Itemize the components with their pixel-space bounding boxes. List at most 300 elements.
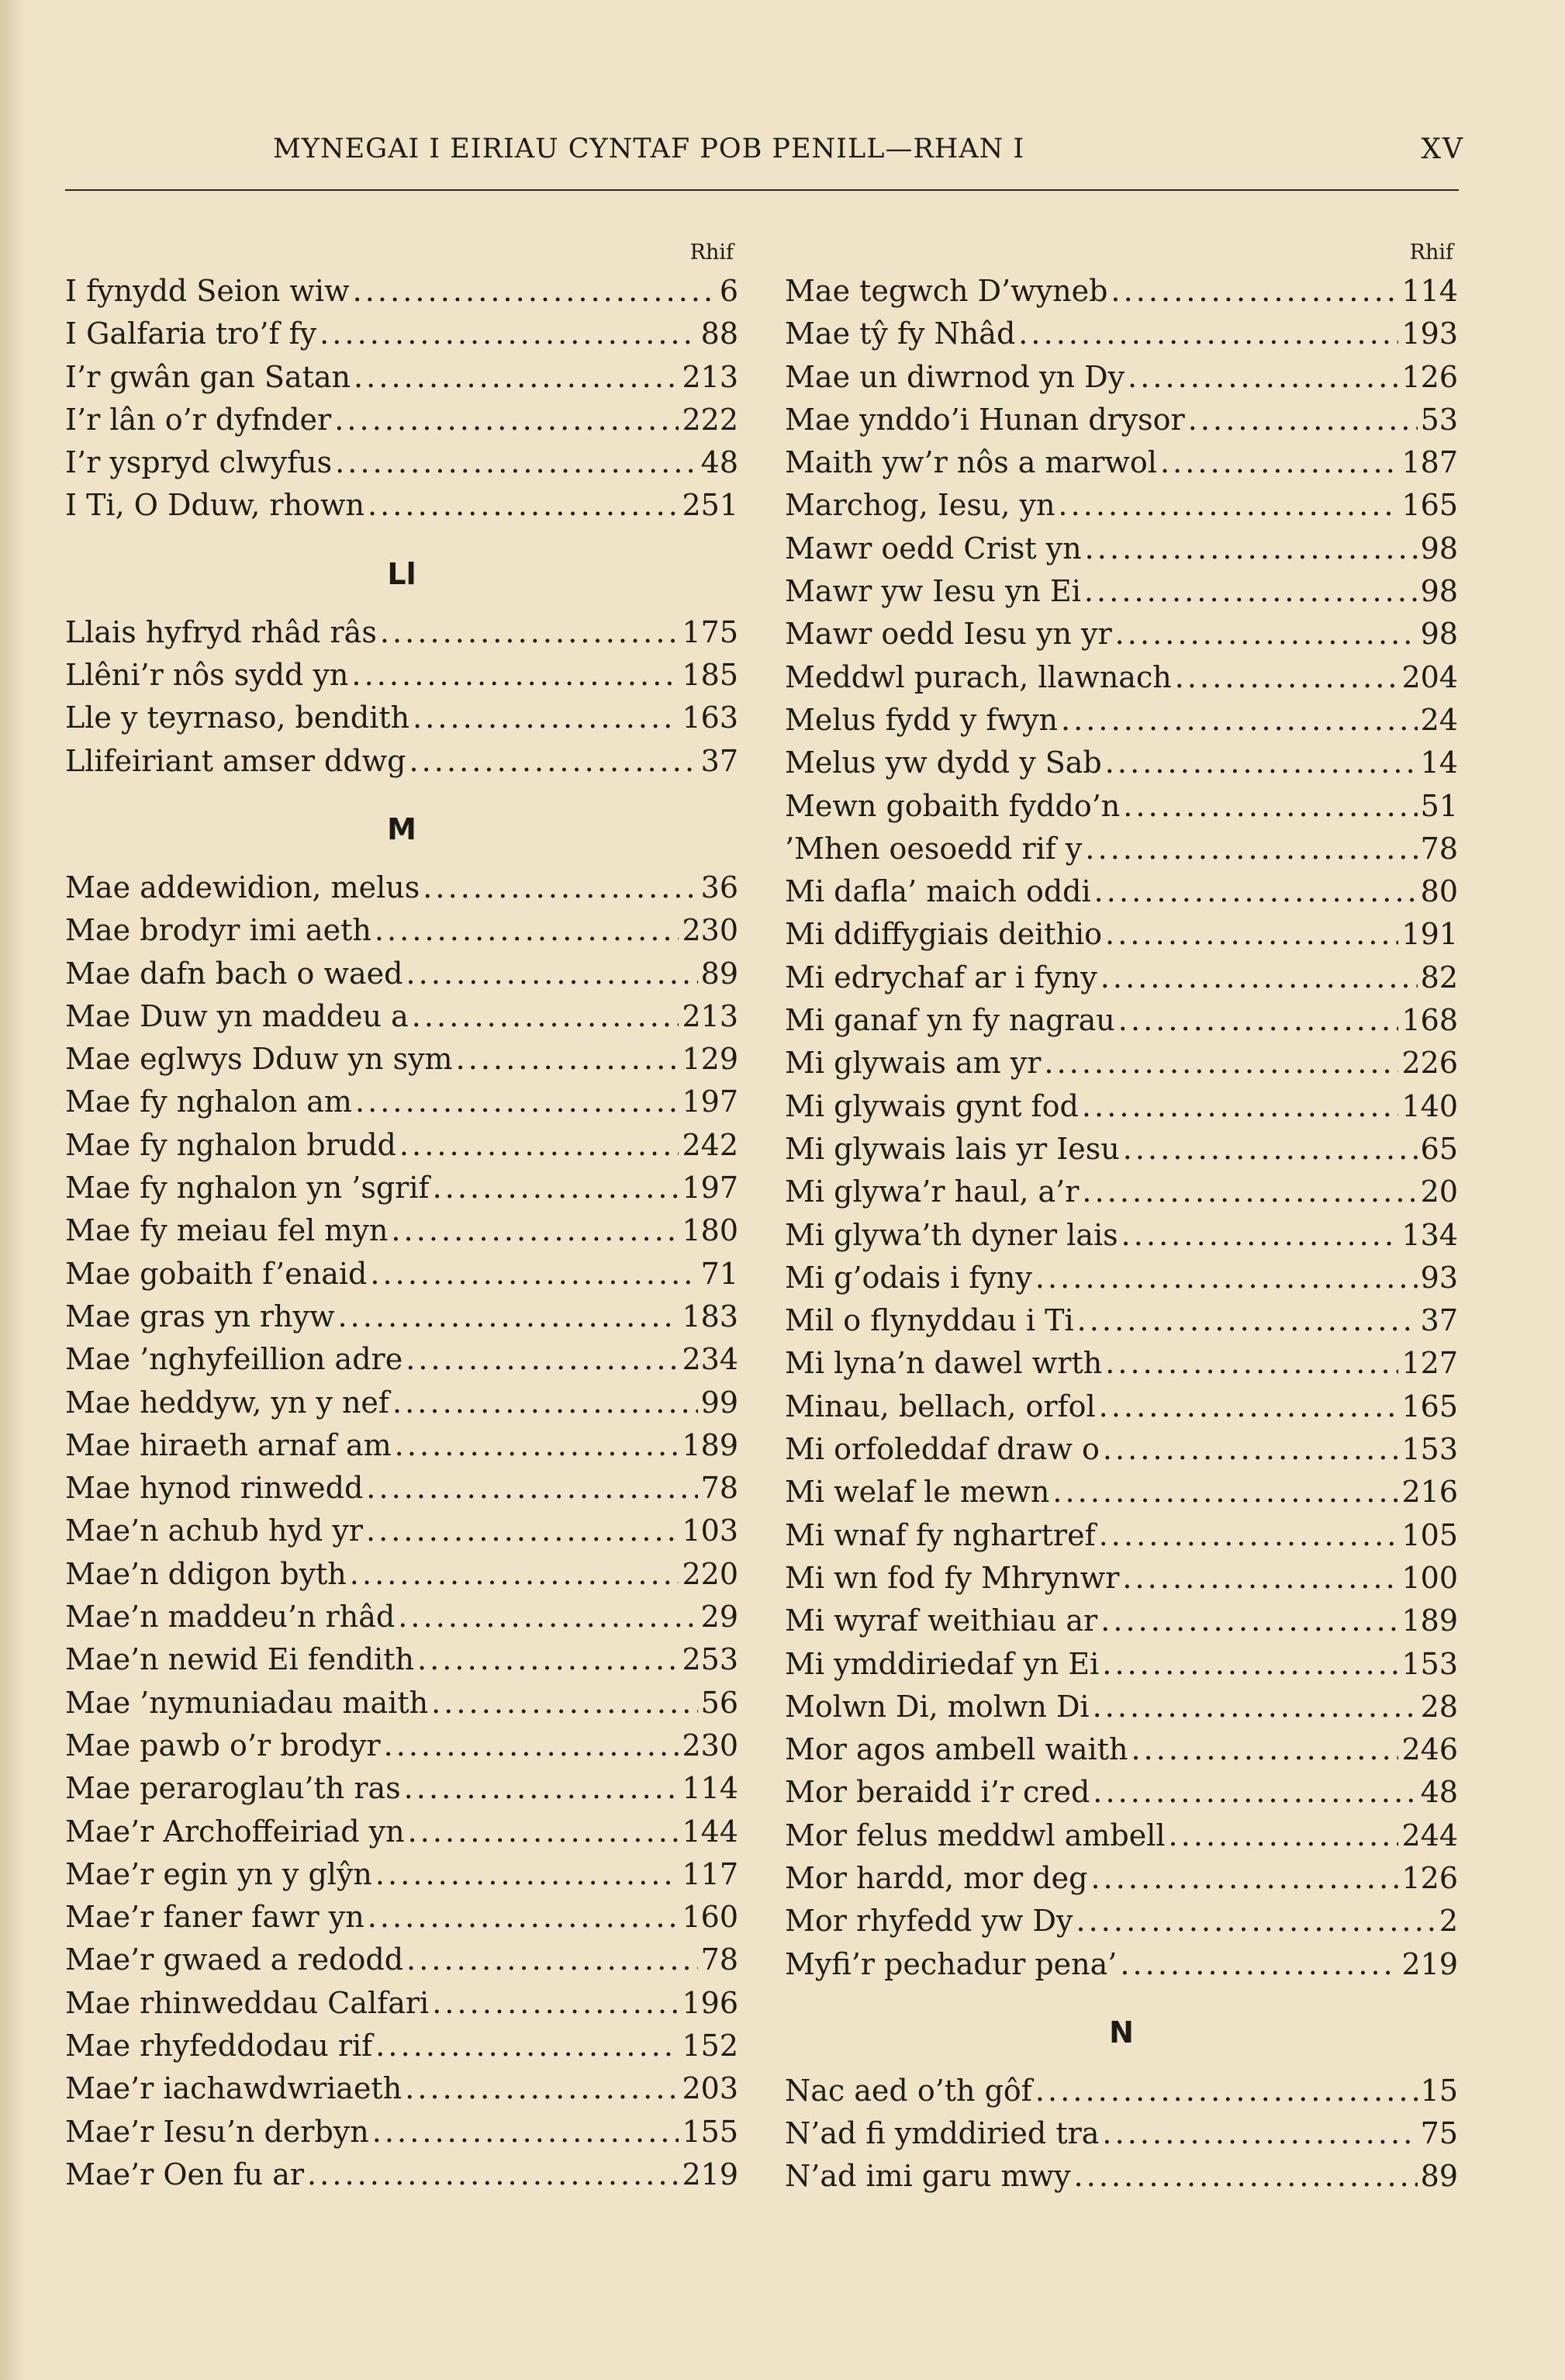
index-entry: [785, 1643, 1458, 1686]
entry-hymn-number: 185: [682, 658, 738, 693]
entry-hymn-number: 53: [1420, 402, 1458, 437]
entry-hymn-number: 114: [1401, 274, 1458, 308]
dot-leader: [1044, 1042, 1398, 1084]
dot-leader: [1105, 742, 1418, 784]
entry-first-words: Mi glywais lais yr Iesu: [785, 1131, 1120, 1166]
entry-hymn-number: 219: [682, 2157, 738, 2191]
index-entry: [65, 2153, 738, 2196]
entry-hymn-number: 48: [1420, 1775, 1458, 1810]
entry-hymn-number: 100: [1401, 1560, 1458, 1595]
entry-hymn-number: 175: [682, 614, 738, 649]
entry-first-words: Mae gobaith f’enaid: [65, 1256, 368, 1291]
index-entry: [65, 1124, 738, 1167]
entry-hymn-number: 234: [682, 1342, 738, 1377]
entry-hymn-number: 20: [1420, 1174, 1458, 1209]
index-entry: [785, 1085, 1458, 1128]
dot-leader: [375, 2025, 679, 2067]
entry-first-words: I’r lân o’r dyfnder: [65, 402, 332, 437]
dot-leader: [368, 484, 679, 527]
entry-hymn-number: 127: [1401, 1346, 1458, 1381]
entry-first-words: Mae fy nghalon brudd: [65, 1127, 396, 1162]
dot-leader: [391, 1209, 679, 1252]
entry-first-words: Llifeiriant amser ddwg: [65, 743, 406, 778]
section-letter-m: M: [387, 811, 416, 846]
entry-hymn-number: 189: [682, 1427, 738, 1462]
entry-first-words: Mi glywais am yr: [785, 1046, 1042, 1081]
entry-first-words: Mi welaf le mewn: [785, 1475, 1050, 1510]
entry-hymn-number: 144: [682, 1814, 738, 1849]
index-entry: [785, 1214, 1458, 1257]
entry-first-words: Mi glywa’th dyner lais: [785, 1217, 1118, 1252]
entry-first-words: Mae’n achub hyd yr: [65, 1513, 363, 1548]
section-letter-n: N: [1109, 2015, 1134, 2050]
entry-hymn-number: 89: [1420, 2159, 1458, 2194]
section-letter-ll: Ll: [387, 556, 416, 591]
dot-leader: [1084, 570, 1418, 613]
entry-hymn-number: 226: [1401, 1046, 1458, 1081]
index-entry: [785, 1857, 1458, 1900]
entry-hymn-number: 36: [700, 870, 738, 905]
dot-leader: [335, 441, 698, 484]
entry-hymn-number: 28: [1420, 1689, 1458, 1724]
index-entry: [65, 909, 738, 952]
dot-leader: [1120, 1943, 1398, 1986]
entry-hymn-number: 193: [1401, 317, 1458, 351]
index-entry: [785, 1257, 1458, 1299]
index-group-m: [65, 867, 738, 2196]
entry-first-words: I’r yspryd clwyfus: [65, 445, 333, 480]
entry-first-words: Minau, bellach, orfol: [785, 1389, 1096, 1424]
entry-first-words: Mae dafn bach o waed: [65, 956, 403, 991]
dot-leader: [370, 1253, 697, 1296]
dot-leader: [1111, 270, 1398, 313]
entry-first-words: Llêni’r nôs sydd yn: [65, 658, 349, 693]
entry-first-words: Mor rhyfedd yw Dy: [785, 1904, 1073, 1939]
dot-leader: [433, 1167, 679, 1209]
entry-first-words: Mae ’nghyfeillion adre: [65, 1342, 403, 1377]
dot-leader: [1058, 484, 1398, 527]
entry-hymn-number: 251: [682, 488, 738, 523]
dot-leader: [1102, 1643, 1398, 1686]
entry-hymn-number: 78: [700, 1471, 738, 1506]
entry-hymn-number: 51: [1420, 788, 1458, 823]
index-entry: [65, 1296, 738, 1338]
entry-first-words: Mae ynddo’i Hunan drysor: [785, 402, 1185, 437]
dot-leader: [1082, 1171, 1417, 1213]
index-entry: [65, 270, 738, 313]
entry-hymn-number: 140: [1401, 1088, 1458, 1123]
entry-first-words: Llais hyfryd rhâd râs: [65, 614, 377, 649]
index-entry: [785, 742, 1458, 784]
entry-first-words: I fynydd Seion wiw: [65, 274, 350, 308]
entry-hymn-number: 230: [682, 913, 738, 948]
entry-hymn-number: 187: [1401, 445, 1458, 480]
index-entry: [65, 867, 738, 909]
entry-first-words: Mae’r Archoffeiriad yn: [65, 1814, 405, 1849]
entry-first-words: Mae hiraeth arnaf am: [65, 1427, 392, 1462]
entry-hymn-number: 56: [700, 1685, 738, 1720]
entry-first-words: Mae’r Iesu’n derbyn: [65, 2114, 369, 2149]
dot-leader: [432, 1982, 679, 2025]
index-entry: [785, 913, 1458, 956]
index-entry: [65, 356, 738, 399]
dot-leader: [417, 1638, 679, 1681]
index-entry: [785, 999, 1458, 1042]
entry-first-words: Mae eglwys Dduw yn sym: [65, 1042, 453, 1077]
dot-leader: [354, 356, 679, 399]
entry-hymn-number: 163: [682, 701, 738, 735]
entry-first-words: Mil o flynyddau i Ti: [785, 1303, 1074, 1338]
index-entry: [65, 1682, 738, 1724]
entry-hymn-number: 216: [1401, 1475, 1458, 1510]
entry-hymn-number: 24: [1420, 702, 1458, 737]
index-entry: [65, 1338, 738, 1381]
entry-first-words: Mi ymddiriedaf yn Ei: [785, 1646, 1100, 1681]
dot-leader: [1122, 1557, 1398, 1600]
entry-first-words: Mae gras yn rhyw: [65, 1299, 335, 1334]
dot-leader: [320, 313, 698, 355]
entry-hymn-number: 197: [682, 1084, 738, 1119]
dot-leader: [375, 1853, 679, 1896]
entry-hymn-number: 129: [682, 1042, 738, 1077]
index-group-ll: [65, 611, 738, 783]
index-entry: [785, 1900, 1458, 1942]
entry-first-words: ’Mhen oesoedd rif y: [785, 831, 1083, 866]
index-entry: [785, 613, 1458, 656]
entry-first-words: Mi g’odais i fyny: [785, 1260, 1032, 1295]
dot-leader: [380, 611, 679, 654]
index-entry: [65, 654, 738, 697]
dot-leader: [431, 1682, 698, 1724]
entry-first-words: I Galfaria tro’f fy: [65, 317, 317, 351]
entry-hymn-number: 253: [682, 1642, 738, 1677]
dot-leader: [1102, 2112, 1417, 2155]
entry-first-words: Mi ddiffygiais deithio: [785, 917, 1103, 952]
entry-hymn-number: 6: [719, 274, 738, 308]
entry-hymn-number: 37: [700, 743, 738, 778]
entry-first-words: N’ad fi ymddiried tra: [785, 2116, 1100, 2151]
entry-hymn-number: 244: [1401, 1818, 1458, 1852]
dot-leader: [1085, 828, 1417, 870]
entry-hymn-number: 29: [700, 1600, 738, 1635]
entry-first-words: Marchog, Iesu, yn: [785, 488, 1055, 523]
dot-leader: [366, 1510, 679, 1552]
index-entry: [65, 1553, 738, 1596]
dot-leader: [1100, 956, 1418, 999]
dot-leader: [1093, 1686, 1418, 1728]
dot-leader: [1093, 1771, 1417, 1814]
entry-hymn-number: 213: [682, 359, 738, 394]
entry-first-words: Mae fy meiau fel myn: [65, 1213, 389, 1248]
entry-first-words: Mi glywa’r haul, a’r: [785, 1174, 1080, 1209]
index-entry: [785, 1557, 1458, 1600]
entry-hymn-number: 75: [1420, 2116, 1458, 2151]
index-entry: [65, 1767, 738, 1810]
index-entry: [785, 484, 1458, 527]
entry-hymn-number: 98: [1420, 617, 1458, 652]
dot-leader: [372, 2111, 679, 2153]
dot-leader: [1123, 785, 1417, 828]
entry-hymn-number: 203: [682, 2071, 738, 2106]
entry-hymn-number: 155: [682, 2114, 738, 2149]
dot-leader: [1175, 656, 1399, 699]
entry-first-words: Mae tŷ fy Nhâd: [785, 317, 1016, 351]
entry-hymn-number: 65: [1420, 1131, 1458, 1166]
dot-leader: [399, 1124, 679, 1167]
index-entry: [65, 1896, 738, 1939]
dot-leader: [1123, 1128, 1418, 1171]
entry-hymn-number: 222: [682, 402, 738, 437]
index-entry: [65, 1982, 738, 2025]
index-entry: [65, 1209, 738, 1252]
entry-first-words: N’ad imi garu mwy: [785, 2159, 1071, 2194]
entry-first-words: Mae Duw yn maddeu a: [65, 998, 409, 1033]
index-entry: [785, 528, 1458, 570]
entry-first-words: Mi orfoleddaf draw o: [785, 1432, 1100, 1467]
dot-leader: [395, 1424, 679, 1467]
dot-leader: [1105, 913, 1398, 956]
entry-hymn-number: 242: [682, 1127, 738, 1162]
index-entry: [785, 1128, 1458, 1171]
dot-leader: [1115, 613, 1418, 656]
entry-hymn-number: 117: [682, 1856, 738, 1891]
index-entry: [65, 1638, 738, 1681]
index-entry: [785, 399, 1458, 441]
index-entry: [65, 484, 738, 527]
entry-hymn-number: 230: [682, 1728, 738, 1763]
entry-first-words: Mae brodyr imi aeth: [65, 913, 371, 948]
dot-leader: [1035, 1257, 1418, 1299]
index-entry: [785, 1299, 1458, 1342]
column-label: Rhif: [689, 240, 734, 265]
dot-leader: [1099, 1385, 1399, 1428]
dot-leader: [1074, 2155, 1418, 2198]
entry-hymn-number: 183: [682, 1299, 738, 1334]
index-entry: [65, 953, 738, 995]
index-entry: [785, 313, 1458, 355]
index-entry: [785, 828, 1458, 870]
index-entry: [65, 1467, 738, 1510]
entry-first-words: Mor hardd, mor deg: [785, 1860, 1088, 1895]
dot-leader: [413, 697, 679, 739]
index-group-i: [65, 270, 738, 528]
index-entry: [785, 1514, 1458, 1557]
dot-leader: [1085, 528, 1418, 570]
dot-leader: [1082, 1085, 1399, 1128]
entry-hymn-number: 15: [1420, 2073, 1458, 2108]
header-rule: [65, 189, 1459, 191]
entry-first-words: Mae addewidion, melus: [65, 870, 420, 905]
entry-hymn-number: 37: [1420, 1303, 1458, 1338]
index-entry: [65, 1038, 738, 1081]
entry-first-words: Mae peraroglau’th ras: [65, 1771, 401, 1806]
index-entry: [785, 1385, 1458, 1428]
index-entry: [785, 956, 1458, 999]
index-entry: [785, 1728, 1458, 1771]
entry-first-words: Melus yw dydd y Sab: [785, 745, 1102, 780]
index-group-m: [785, 270, 1458, 1986]
running-title: MYNEGAI I EIRIAU CYNTAF POB PENILL—RHAN I: [273, 133, 1025, 164]
dot-leader: [351, 654, 679, 697]
entry-first-words: Myfi’r pechadur pena’: [785, 1946, 1118, 1981]
entry-hymn-number: 2: [1439, 1904, 1458, 1939]
index-entry: [65, 1253, 738, 1296]
dot-leader: [1090, 1857, 1398, 1900]
dot-leader: [366, 1467, 697, 1510]
entry-hymn-number: 78: [1420, 831, 1458, 866]
entry-first-words: Mawr oedd Crist yn: [785, 531, 1082, 566]
entry-first-words: Melus fydd y fwyn: [785, 702, 1058, 737]
index-entry: [785, 1471, 1458, 1513]
index-entry: [785, 2112, 1458, 2155]
dot-leader: [423, 867, 697, 909]
entry-hymn-number: 82: [1420, 960, 1458, 995]
dot-leader: [1128, 356, 1398, 399]
entry-first-words: Mae fy nghalon am: [65, 1084, 352, 1119]
dot-leader: [1103, 1428, 1399, 1471]
entry-first-words: Mae hynod rinwedd: [65, 1471, 364, 1506]
dot-leader: [350, 1553, 679, 1596]
entry-first-words: Mawr oedd Iesu yn yr: [785, 617, 1112, 652]
dot-leader: [1160, 441, 1399, 484]
index-entry: [785, 1042, 1458, 1084]
entry-hymn-number: 126: [1401, 1860, 1458, 1895]
entry-first-words: I’r gwân gan Satan: [65, 359, 351, 394]
page-number: XV: [1421, 133, 1464, 165]
entry-hymn-number: 152: [682, 2028, 738, 2063]
index-entry: [65, 1382, 738, 1424]
page-header: [62, 133, 1464, 180]
dot-leader: [1052, 1471, 1398, 1513]
entry-first-words: Mae fy nghalon yn ’sgrif: [65, 1171, 430, 1206]
index-entry: [65, 1939, 738, 1981]
entry-hymn-number: 103: [682, 1513, 738, 1548]
page-binding-shadow: [0, 0, 26, 2380]
index-column-right: [785, 240, 1458, 2198]
entry-first-words: Mi lyna’n dawel wrth: [785, 1346, 1103, 1381]
entry-first-words: Molwn Di, molwn Di: [785, 1689, 1090, 1724]
index-entry: [65, 1811, 738, 1853]
entry-hymn-number: 126: [1401, 359, 1458, 394]
index-entry: [65, 399, 738, 441]
dot-leader: [1118, 999, 1399, 1042]
index-entry: [785, 2070, 1458, 2112]
index-entry: [785, 270, 1458, 313]
index-entry: [65, 441, 738, 484]
dot-leader: [456, 1038, 679, 1081]
entry-hymn-number: 71: [700, 1256, 738, 1291]
index-entry: [785, 1428, 1458, 1471]
entry-first-words: Mae pawb o’r brodyr: [65, 1728, 381, 1763]
dot-leader: [1169, 1814, 1399, 1857]
entry-hymn-number: 220: [682, 1556, 738, 1591]
entry-hymn-number: 196: [682, 1985, 738, 2020]
entry-hymn-number: 165: [1401, 488, 1458, 523]
entry-first-words: Mae tegwch D’wyneb: [785, 274, 1108, 308]
entry-hymn-number: 99: [700, 1385, 738, 1420]
index-entry: [65, 697, 738, 739]
index-entry: [785, 570, 1458, 613]
dot-leader: [307, 2153, 679, 2196]
entry-hymn-number: 204: [1401, 659, 1458, 694]
entry-first-words: I Ti, O Dduw, rhown: [65, 488, 364, 523]
entry-first-words: Mi wyraf weithiau ar: [785, 1603, 1098, 1638]
index-entry: [65, 2025, 738, 2067]
dot-leader: [1077, 1299, 1418, 1342]
entry-hymn-number: 153: [1401, 1432, 1458, 1467]
index-entry: [65, 1167, 738, 1209]
dot-leader: [409, 740, 697, 783]
dot-leader: [1099, 1514, 1399, 1557]
entry-hymn-number: 219: [1401, 1946, 1458, 1981]
index-entry: [65, 1424, 738, 1467]
entry-first-words: Mor agos ambell waith: [785, 1732, 1128, 1767]
entry-hymn-number: 160: [682, 1900, 738, 1935]
entry-hymn-number: 191: [1401, 917, 1458, 952]
dot-leader: [1131, 1728, 1398, 1771]
index-entry: [785, 441, 1458, 484]
dot-leader: [404, 1767, 679, 1810]
index-entry: [785, 1686, 1458, 1728]
entry-hymn-number: 246: [1401, 1732, 1458, 1767]
column-label: Rhif: [1409, 240, 1453, 265]
dot-leader: [353, 270, 717, 313]
dot-leader: [1121, 1214, 1399, 1257]
entry-hymn-number: 134: [1401, 1217, 1458, 1252]
index-entry: [65, 1724, 738, 1767]
index-entry: [785, 1771, 1458, 1814]
dot-leader: [1076, 1900, 1435, 1942]
entry-first-words: Mae’n maddeu’n rhâd: [65, 1600, 396, 1635]
entry-first-words: Mawr yw Iesu yn Ei: [785, 574, 1081, 609]
dot-leader: [1035, 2070, 1418, 2112]
entry-first-words: Mae rhinweddau Calfari: [65, 1985, 430, 2020]
index-entry: [785, 785, 1458, 828]
entry-hymn-number: 48: [700, 445, 738, 480]
entry-first-words: Mae’r faner fawr yn: [65, 1900, 364, 1935]
dot-leader: [1188, 399, 1418, 441]
entry-hymn-number: 165: [1401, 1389, 1458, 1424]
entry-first-words: Mae’r egin yn y glŷn: [65, 1856, 372, 1891]
entry-hymn-number: 98: [1420, 574, 1458, 609]
entry-first-words: Mae un diwrnod yn Dy: [785, 359, 1125, 394]
entry-first-words: Nac aed o’th gôf: [785, 2073, 1032, 2108]
dot-leader: [1105, 1342, 1398, 1385]
entry-hymn-number: 189: [1401, 1603, 1458, 1638]
entry-first-words: Mae’r Oen fu ar: [65, 2157, 305, 2191]
index-entry: [785, 2155, 1458, 2198]
index-entry: [65, 1510, 738, 1552]
entry-first-words: Mae ’nymuniadau maith: [65, 1685, 429, 1720]
entry-first-words: Mi edrychaf ar i fyny: [785, 960, 1097, 995]
entry-hymn-number: 88: [700, 317, 738, 351]
entry-hymn-number: 197: [682, 1171, 738, 1206]
entry-first-words: Mor felus meddwl ambell: [785, 1818, 1166, 1852]
dot-leader: [408, 1811, 679, 1853]
dot-leader: [405, 2067, 679, 2110]
dot-leader: [384, 1724, 679, 1767]
entry-hymn-number: 80: [1420, 874, 1458, 909]
index-entry: [65, 313, 738, 355]
entry-first-words: Mewn gobaith fyddo’n: [785, 788, 1121, 823]
index-entry: [785, 870, 1458, 913]
entry-hymn-number: 213: [682, 998, 738, 1033]
dot-leader: [1100, 1600, 1398, 1642]
index-group-n: [785, 2070, 1458, 2198]
entry-hymn-number: 168: [1401, 1003, 1458, 1038]
entry-hymn-number: 98: [1420, 531, 1458, 566]
entry-first-words: Mae rhyfeddodau rif: [65, 2028, 373, 2063]
